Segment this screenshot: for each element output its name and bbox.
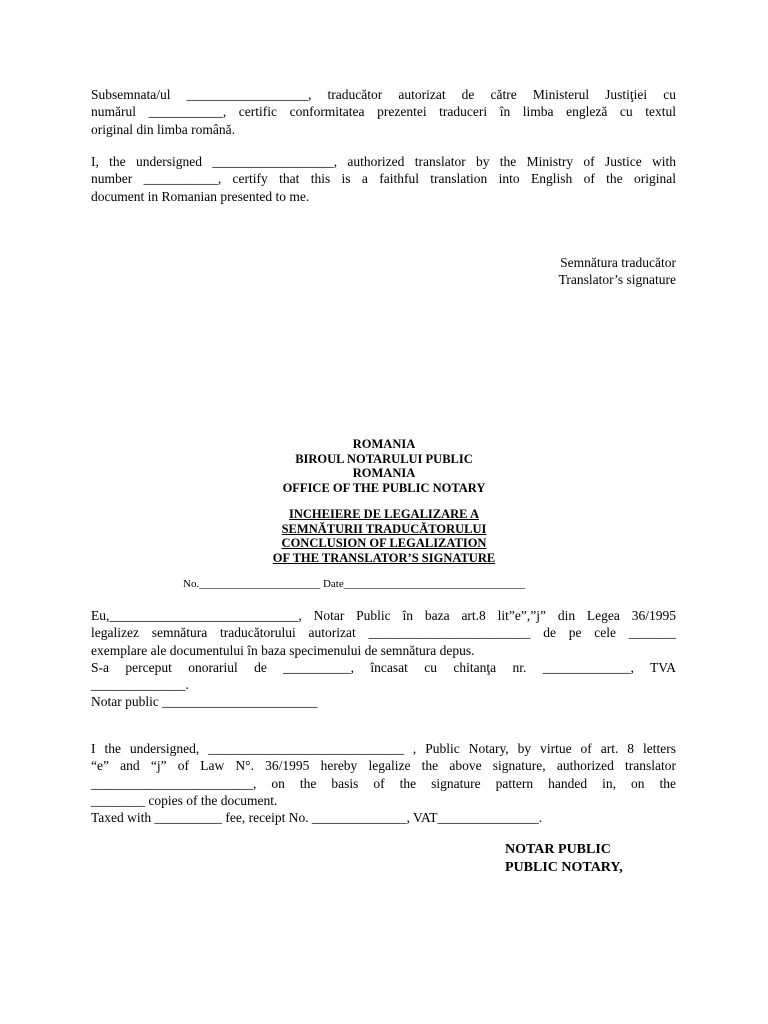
notary-footer-en: PUBLIC NOTARY,	[505, 860, 623, 875]
notary-footer-ro: NOTAR PUBLIC	[505, 842, 611, 857]
ro-translator-certification	[91, 86, 676, 138]
en-notary-line: Taxed with __________ fee, receipt No. ______________, VAT_______________.	[91, 810, 543, 826]
conclusion-line: OF THE TRANSLATOR’S SIGNATURE	[272, 550, 496, 565]
en-notary-line: ________________________, on the basis of the signature pattern handed in, on the	[91, 775, 676, 791]
ro-cert-line: Subsemnata/ul __________________, traducător autorizat de către Ministerul Justiţiei cu	[91, 87, 676, 102]
notar-public-line: Notar public _______________________	[91, 694, 318, 710]
ro-notary-line: S-a perceput onorariul de __________, încasat cu chitanţa nr. _____________, TVA	[91, 659, 676, 675]
en-notary-line: ________ copies of the document.	[91, 792, 278, 808]
ro-cert-line: numărul ___________, certific conformitatea prezentei traduceri în limba engleză cu textul	[91, 104, 676, 120]
en-notary-line: I the undersigned, _____________________________ , Public Notary, by virtue of art. 8 letters	[91, 741, 676, 756]
signature-label-ro: Semnătura traducător	[560, 255, 676, 270]
ro-notary-line: ______________.	[91, 677, 189, 693]
conclusion-line: INCHEIERE DE LEGALIZARE A	[289, 507, 479, 521]
en-notary-paragraph	[91, 740, 676, 826]
ro-notary-line: legalizez semnătura traducătorului autorizat ________________________ de pe cele _______	[91, 625, 676, 641]
ro-notary-paragraph	[91, 607, 676, 711]
number-date-line: No.______________________ Date_________________________________	[183, 578, 526, 590]
notary-footer	[505, 841, 623, 877]
header-line: OFFICE OF THE PUBLIC NOTARY	[282, 480, 486, 495]
ro-notary-line: exemplare ale documentului în baza specimenului de semnătura depus.	[91, 642, 475, 658]
ro-notary-line: Eu,____________________________, Notar Public în baza art.8 lit”e”,”j” din Legea 36/1995	[91, 608, 676, 623]
signature-label-en: Translator’s signature	[558, 272, 676, 288]
header-line: ROMANIA	[352, 466, 416, 480]
en-translator-certification	[91, 153, 676, 205]
conclusion-title	[0, 507, 768, 565]
en-cert-line: I, the undersigned __________________, authorized translator by the Ministry of Justice with	[91, 154, 676, 169]
header-line: BIROUL NOTARULUI PUBLIC	[295, 451, 473, 466]
conclusion-line: SEMNĂTURII TRADUCĂTORULUI	[281, 521, 487, 536]
en-notary-line: “e” and “j” of Law N°. 36/1995 hereby legalize the above signature, authorized translator	[91, 758, 676, 774]
conclusion-line: CONCLUSION OF LEGALIZATION	[281, 536, 487, 550]
notary-office-header	[0, 437, 768, 495]
ro-cert-line: original din limba română.	[91, 121, 235, 137]
translator-signature-block	[559, 254, 676, 289]
en-cert-line: document in Romanian presented to me.	[91, 188, 310, 204]
header-line: ROMANIA	[352, 437, 416, 451]
en-cert-line: number ___________, certify that this is a faithful translation into English of the original	[91, 171, 676, 187]
